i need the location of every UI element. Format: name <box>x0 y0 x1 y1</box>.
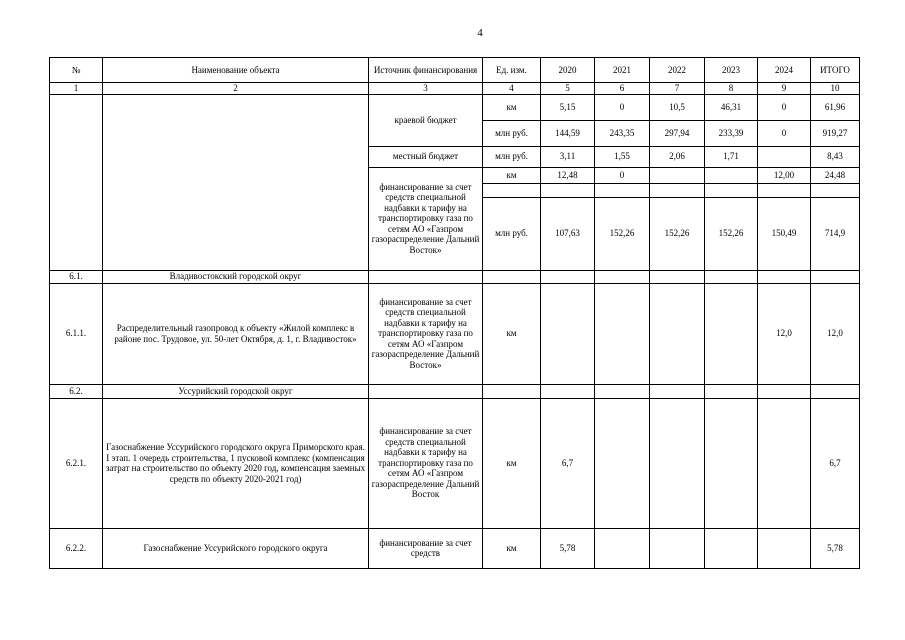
value-cell: 152,26 <box>650 197 705 270</box>
value-cell: 919,27 <box>811 120 860 146</box>
source-cell: краевой бюджет <box>369 94 483 146</box>
value-cell <box>595 528 650 568</box>
empty-cell <box>483 384 541 398</box>
value-cell <box>650 398 705 528</box>
empty-cell <box>595 270 650 283</box>
header-cell: Наименование объекта <box>103 58 369 83</box>
unit-cell: млн руб. <box>483 146 541 167</box>
unit-cell: млн руб. <box>483 197 541 270</box>
value-cell: 0 <box>758 94 811 120</box>
value-cell: 233,39 <box>705 120 758 146</box>
value-cell: 0 <box>595 167 650 183</box>
value-cell: 152,26 <box>595 197 650 270</box>
value-cell: 24,48 <box>811 167 860 183</box>
column-number: 4 <box>483 83 541 95</box>
value-cell <box>650 167 705 183</box>
row-number: 6.2.1. <box>50 398 103 528</box>
column-number: 5 <box>541 83 595 95</box>
object-name: Газоснабжение Уссурийского городского округа Приморского края. I этап. 1 очередь строительства, 1 пусковой комплекс (компенсация затрат на строительство по объекту 2020 год, компенсация заемных средств по объекту 2020-2021 год) <box>103 398 369 528</box>
value-cell: 144,59 <box>541 120 595 146</box>
row-number: 6.2. <box>50 384 103 398</box>
value-cell: 61,96 <box>811 94 860 120</box>
empty-cell <box>483 183 541 197</box>
value-cell: 12,0 <box>758 283 811 384</box>
header-row <box>50 58 860 83</box>
value-cell: 5,15 <box>541 94 595 120</box>
table-row <box>50 94 860 120</box>
column-number: 3 <box>369 83 483 95</box>
source-cell: финансирование за счет средств специальной надбавки к тарифу на транспортировку газа по сетям АО «Газпром газораспределение Дальний Восток» <box>369 283 483 384</box>
value-cell: 150,49 <box>758 197 811 270</box>
source-cell: финансирование за счет средств <box>369 528 483 568</box>
column-number: 1 <box>50 83 103 95</box>
value-cell: 0 <box>595 94 650 120</box>
header-cell: Ед. изм. <box>483 58 541 83</box>
source-cell: местный бюджет <box>369 146 483 167</box>
table-row <box>50 398 860 528</box>
value-cell: 6,7 <box>541 398 595 528</box>
row-number: 6.1.1. <box>50 283 103 384</box>
empty-cell <box>758 384 811 398</box>
value-cell: 107,63 <box>541 197 595 270</box>
section-name: Владивостокский городской округ <box>103 270 369 283</box>
value-cell <box>705 528 758 568</box>
object-name: Газоснабжение Уссурийского городского округа <box>103 528 369 568</box>
column-number: 7 <box>650 83 705 95</box>
column-number: 8 <box>705 83 758 95</box>
column-number: 9 <box>758 83 811 95</box>
value-cell: 5,78 <box>541 528 595 568</box>
empty-cell <box>705 183 758 197</box>
empty-cell <box>650 270 705 283</box>
value-cell <box>758 398 811 528</box>
value-cell: 46,31 <box>705 94 758 120</box>
header-cell: 2021 <box>595 58 650 83</box>
empty-cell <box>811 183 860 197</box>
value-cell: 152,26 <box>705 197 758 270</box>
unit-cell: км <box>483 528 541 568</box>
empty-cell <box>50 94 103 270</box>
section-row <box>50 270 860 283</box>
empty-cell <box>541 270 595 283</box>
empty-cell <box>811 270 860 283</box>
value-cell: 5,78 <box>811 528 860 568</box>
header-cell: ИТОГО <box>811 58 860 83</box>
value-cell <box>705 398 758 528</box>
value-cell: 3,11 <box>541 146 595 167</box>
value-cell <box>758 146 811 167</box>
value-cell: 297,94 <box>650 120 705 146</box>
column-number: 10 <box>811 83 860 95</box>
header-cell: 2024 <box>758 58 811 83</box>
empty-cell <box>758 183 811 197</box>
empty-cell <box>541 384 595 398</box>
empty-cell <box>758 270 811 283</box>
value-cell: 243,35 <box>595 120 650 146</box>
source-cell: финансирование за счет средств специальной надбавки к тарифу на транспортировку газа по сетям АО «Газпром газораспределение Дальний Восток <box>369 398 483 528</box>
row-number: 6.2.2. <box>50 528 103 568</box>
value-cell: 1,55 <box>595 146 650 167</box>
header-cell: 2023 <box>705 58 758 83</box>
column-number: 2 <box>103 83 369 95</box>
row-number: 6.1. <box>50 270 103 283</box>
value-cell: 6,7 <box>811 398 860 528</box>
value-cell <box>758 528 811 568</box>
value-cell: 12,00 <box>758 167 811 183</box>
empty-cell <box>811 384 860 398</box>
empty-cell <box>541 183 595 197</box>
value-cell: 12,48 <box>541 167 595 183</box>
empty-cell <box>369 384 483 398</box>
value-cell <box>595 283 650 384</box>
header-cell: № <box>50 58 103 83</box>
table-row <box>50 283 860 384</box>
unit-cell: км <box>483 94 541 120</box>
section-name: Уссурийский городской округ <box>103 384 369 398</box>
section-row <box>50 384 860 398</box>
column-number: 6 <box>595 83 650 95</box>
value-cell: 714,9 <box>811 197 860 270</box>
table-row <box>50 528 860 568</box>
unit-cell: км <box>483 398 541 528</box>
value-cell <box>650 283 705 384</box>
value-cell <box>705 283 758 384</box>
value-cell <box>650 528 705 568</box>
empty-cell <box>483 270 541 283</box>
header-cell: 2020 <box>541 58 595 83</box>
value-cell: 8,43 <box>811 146 860 167</box>
empty-cell <box>705 384 758 398</box>
empty-cell <box>595 183 650 197</box>
object-name: Распределительный газопровод к объекту «Жилой комплекс в районе пос. Трудовое, ул. 50-лет Октября, д. 1, г. Владивосток» <box>103 283 369 384</box>
empty-cell <box>103 94 369 270</box>
value-cell: 10,5 <box>650 94 705 120</box>
financing-table <box>49 57 860 569</box>
header-cell: Источник финансирования <box>369 58 483 83</box>
empty-cell <box>650 183 705 197</box>
value-cell <box>705 167 758 183</box>
source-cell: финансирование за счет средств специальной надбавки к тарифу на транспортировку газа по сетям АО «Газпром газораспределение Дальний Восток» <box>369 167 483 270</box>
value-cell <box>595 398 650 528</box>
value-cell: 12,0 <box>811 283 860 384</box>
empty-cell <box>650 384 705 398</box>
unit-cell: млн руб. <box>483 120 541 146</box>
empty-cell <box>369 270 483 283</box>
value-cell <box>541 283 595 384</box>
header-cell: 2022 <box>650 58 705 83</box>
value-cell: 2,06 <box>650 146 705 167</box>
column-number-row <box>50 83 860 95</box>
empty-cell <box>595 384 650 398</box>
empty-cell <box>705 270 758 283</box>
value-cell: 0 <box>758 120 811 146</box>
value-cell: 1,71 <box>705 146 758 167</box>
unit-cell: км <box>483 283 541 384</box>
unit-cell: км <box>483 167 541 183</box>
page-number: 4 <box>477 27 483 39</box>
